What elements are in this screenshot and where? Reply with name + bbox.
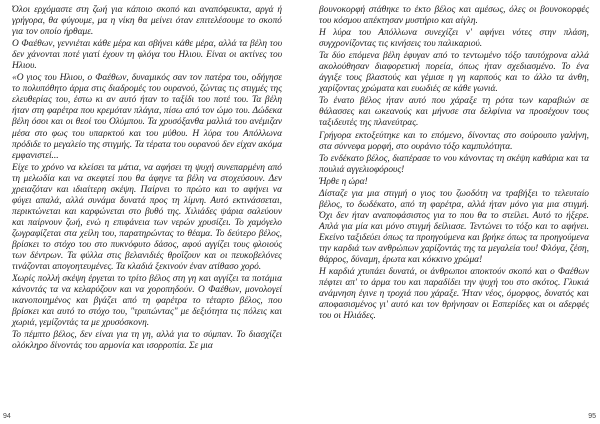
paragraph: Ήρθε η ώρα! [319,176,368,187]
paragraph: Η λύρα του Απόλλωνα συνεχίζει ν' αφήνει νότες στην πλάση, συγχρονίζοντας τις κινήσεις του παλικαριού. [319,28,589,50]
paragraph: Η καρδιά χτυπάει δυνατά, οι άνθρωποι αποκτούν σκοπό και ο Φαέθων πέφτει απ' το άρμα του και παραδίδει την ψυχή του στο σκότος. Γλυκιά ανάμνηση έγινε η τροχιά που χάραξε. Ήταν νέος, όμορφος, δυνατός και αποφασισμένος γι' αυτό και τον θρήνησαν οι Εσπερίδες και οι αδερφές του οι Ηλιάδες. [319,267,589,322]
page-number-right: 95 [588,413,596,420]
paragraph: βουνοκορφή στάθηκε το έκτο βέλος και αμέσως, όλες οι βουνοκορφές του κόσμου απέκτησαν μυστήριο και αίγλη. [319,5,589,27]
paragraph: Το πέμπτο βέλος, δεν είναι για τη γη, αλλά για το σύμπαν. Το διασχίζει ολόκληρο δίνοντάς του αρμονία και ισορροπία. Σε μια [12,330,282,352]
paragraph: Χωρίς πολλή σκέψη έργεται το τρίτο βέλος στη γη και αγγίζει τα ποτάμια κάνοντάς τα να κελαρύζουν και να χοροπηδούν. Ο Φαέθων, μονολογεί ικανοποιημένος και βγάζει από τη φαρέτρα το τέταρτο βέλος, που βρίσκει και αυτό το στόχο του, "τρυπώντας" με δεξιότητα τις πόλεις και χωριά, γεμίζοντάς τα με χρυσόσκονη. [12,274,282,329]
paragraph: Όλοι ερχόμαστε στη ζωή για κάποιο σκοπό και αναπόφευκτα, αργά ή γρήγορα, θα φύγουμε, μα η νίκη θα μείνει όταν επιτελέσουμε το σκοπό για τον οποίο ήρθαμε. [12,5,282,38]
paragraph: Είχε το χρόνο να κλείσει τα μάτια, να αφήσει τη ψυχή συνεπαρμένη από τη μελωδία και να σκεφτεί που θα άφηνε τα βέλη να στοχεύσουν. Δεν χρειαζόταν και ιδιαίτερη σκέψη. Παίρνει το πρώτο και το αφήνει να φύγει απαλά, αλλά συνάμα δυνατά προς τη λίμνη. Αυτό εκτινάσσεται, περικτώνεται και καρφώνεται στο βυθό της. Χιλιάδες ψάρια σαλεύουν και παίρνουν ζωή, ενώ η επιφάνεια των νερών χρυσίζει. Το χαμόγελο ζωγραφίζεται στα χείλη του, παρατηρώντας το θέαμα. Το δεύτερο βέλος, βρίσκει το στόχο του στο πυκνόφυτο δάσος, αφού αγγίζει τους φλοιούς των δέντρων. Τα φύλλα στις βελανιδιές θροΐζουν και οι πευκοβελόνες τινάζονται απογοητευμένες. Τα κλαδιά ξεκινούν έναν ατίθασο χορό. [12,162,282,273]
page-number-left: 94 [3,413,11,420]
paragraph: Το ένατο βέλος ήταν αυτό που χάραξε τη ρότα των καραβιών σε θάλασσες και ωκεανούς και μήνυσε στα δελφίνια να προσέχουν τους ταξιδευτές της πλανεύτρας. [319,96,589,129]
paragraph: Γρήγορα εκτοξεύτηκε και το επόμενο, δίνοντας στο σούρουπο γαλήνη, στα σύννεφα μορφή, στο ουράνιο τόξο καμπυλότητα. [319,130,589,152]
paragraph: Τα δύο επόμενα βέλη έφυγαν από το τεντωμένο τόξο ταυτόχρονα αλλά ακολούθησαν διαφορετική πορεία, όπως ήταν σχεδιασμένο. Το ένα άγγιξε τους βλαστούς και γέμισε η γη καρπούς και το άλλο τα άνθη, χαρίζοντας χρώματα και ευωδιές σε κάθε γωνιά. [319,51,589,95]
paragraph: Το ενδέκατο βέλος, διαπέρασε το νου κάνοντας τη σκέψη καθάρια και τα πουλιά αγγελιοφόρους! [319,153,589,175]
right-page-text [319,5,589,323]
paragraph: Δίσταζε για μια στιγμή ο γιος του ζωοδότη να τραβήξει το τελευταίο βέλος, το δωδέκατο, από τη φαρέτρα, αλλά ήταν μόνο για μια στιγμή. Όχι δεν ήταν αναποφάσιστος για το που θα το στείλει. Αυτό το ήξερε. Απλά για μία και μόνο στιγμή δείλιασε. Τεντώνει το τόξο και το αφήνει. Εκείνο ταξιδεύει όπως τα προηγούμενα και βρήκε όπως τα προηγούμενα την καρδιά των ανθρώπων χαρίζοντάς της τα μεγαλεία του! Φλόγα, ζέση, θάρρος, δύναμη, έρωτα και κόκκινο χρώμα! [319,188,589,266]
left-page-text [12,5,282,353]
paragraph: Ο Φαέθων, γεννιέται κάθε μέρα και σβήνει κάθε μέρα, αλλά τα βέλη του δεν χάνονται ποτέ γιατί έχουν τη φλόγα του Ηλιου. Είναι οι ακτίνες του Ηλιου. [12,39,282,72]
paragraph: «Ο γιος του Ηλιου, ο Φαέθων, δυναμικός σαν τον πατέρα του, οδήγησε το πολυπόθητο άρμα στις διαδρομές του ουρανού, ζώντας τις στιγμές της ελευθερίας του, έστω κι αν αυτό ήταν το ταξίδι του ποτέ του. Τα βέλη ήταν στη φαρέτρα που κρεμόταν πλάγια, πίσω από τον ώμο του. Δώδεκα βέλη όσοι και οι θεοί του Ολύμπου. Τα χρυσόξανθα μαλλιά του ανέμιζαν μέσα στο φως του υπαρκτού και του μύθου. Η λύρα του Απόλλωνα πρόδιδε το μεγαλείο της στιγμής. Τα τέρατα του ουρανού δεν είχαν ακόμα εμφανιστεί... [12,73,282,161]
